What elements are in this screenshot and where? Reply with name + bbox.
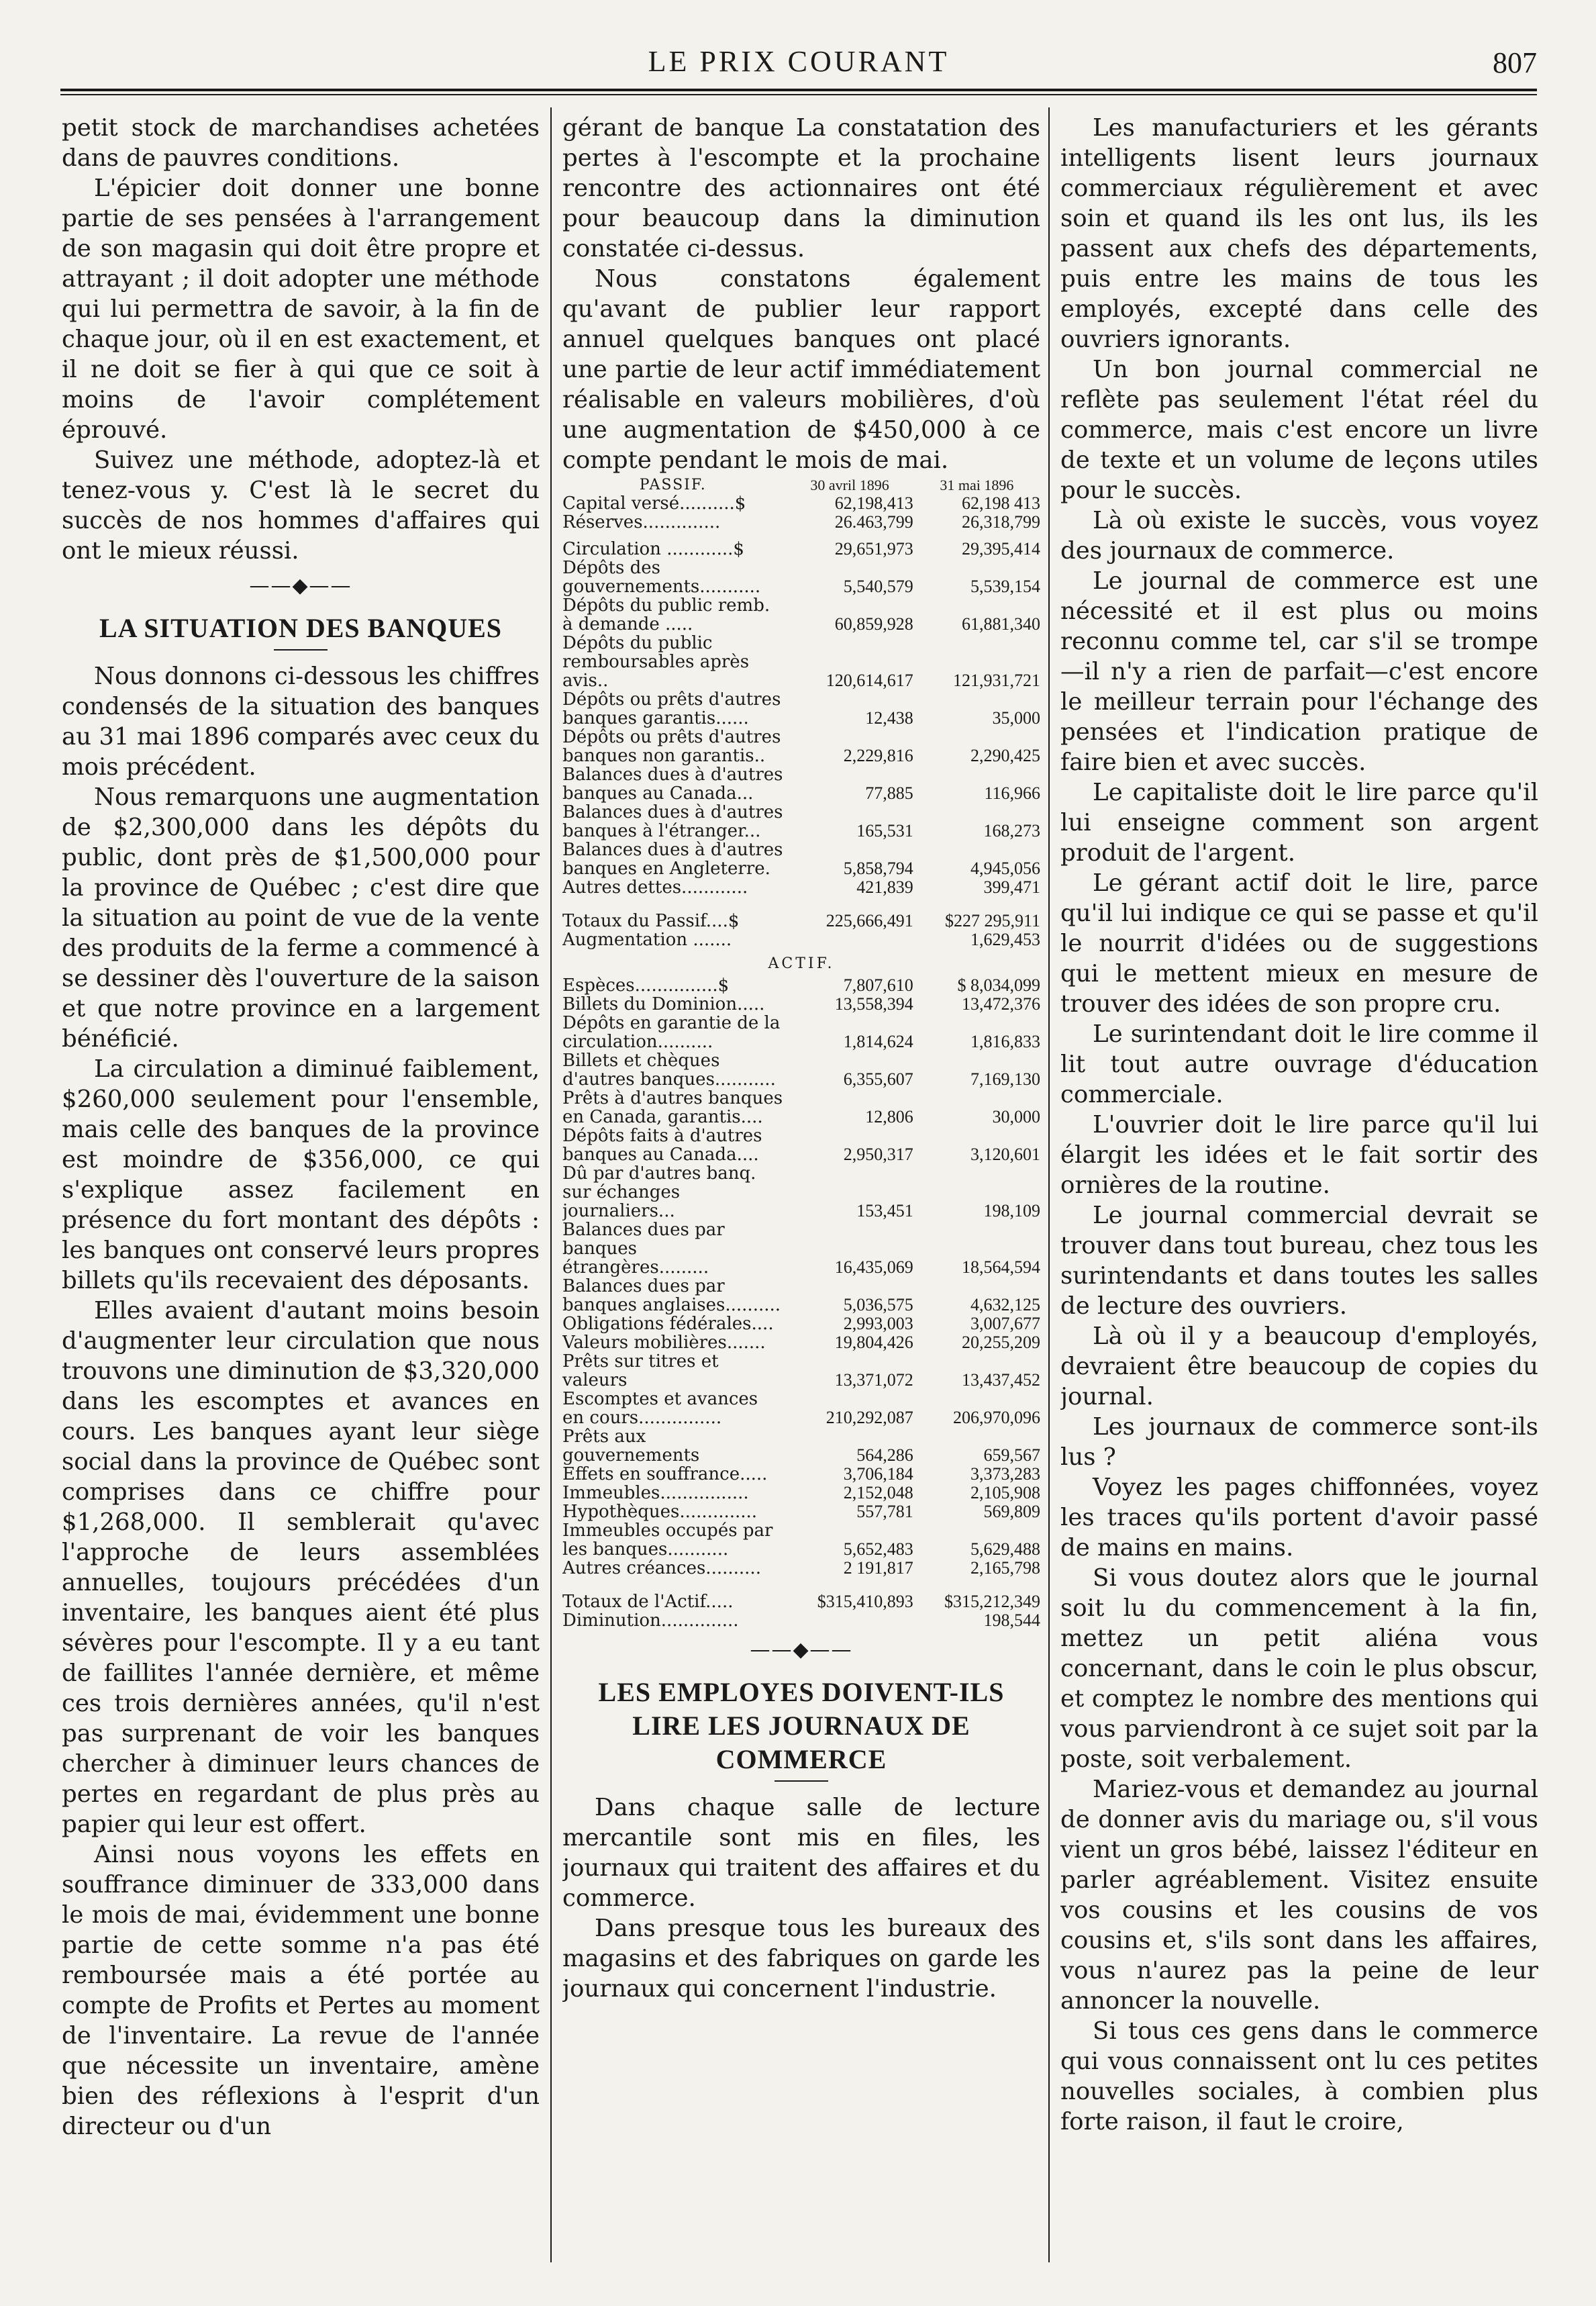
table-row [562, 494, 1040, 513]
page-number: 807 [1493, 46, 1537, 79]
paragraph: Le journal de commerce est une nécessité et il est plus ou moins reconnu comme tel, car s'il se trompe—il n'y a rien de parfait—c'est encore le meilleur terrain pour l'échange des pensées et l'indication pratique de faire bien et avec succès. [1060, 567, 1538, 776]
actif-total-row-label: Totaux de l'Actif..... [562, 1592, 734, 1612]
col-a-heading: 30 avril 1896 [810, 477, 889, 493]
table-row [562, 1277, 1040, 1314]
table-row-value-a: 2,993,003 [843, 1314, 913, 1333]
passif-total-row-value-b: $227 295,911 [944, 911, 1040, 930]
paragraph: Elles avaient d'autant moins besoin d'augmenter leur circulation que nous trouvons une diminution de $3,320,000 dans les escomptes et avances en cours. Les banques ayant leur siège social dans la province de Québec sont comprises dans ce chiffre pour $1,268,000. Il semblerait qu'avec l'approche de leurs assemblées annuelles, toujours précédées d'un inventaire, les banques aient été plus sévères pour l'escompte. Il y a eu tant de faillites l'année dernière, et même ces trois dernières années, qu'il n'est pas surprenant de voir les banques chercher à diminuer leurs chances de pertes en regardant de plus près au papier qui leur est offert. [62, 1297, 540, 1838]
table-row-label: Dépôts en garantie de la circulation.......... [562, 1013, 781, 1052]
paragraph: Le surintendant doit le lire comme il lit tout autre ouvrage d'éducation commerciale. [1060, 1020, 1538, 1108]
passif-change-row-label: Augmentation ....... [562, 930, 732, 950]
table-row-value-b: 2,105,908 [970, 1483, 1040, 1502]
table-row-value-b: 20,255,209 [962, 1333, 1040, 1352]
paragraph: Les journaux de commerce sont-ils lus ? [1060, 1413, 1538, 1471]
table-row-value-a: 60,859,928 [834, 614, 913, 634]
table-row-value-a: 2,950,317 [843, 1145, 913, 1164]
table-row [562, 878, 1040, 897]
paragraph: Les manufacturiers et les gérants intelligents lisent leurs journaux commerciaux régulièrement et avec soin et quand ils les ont lus, ils les passent aux chefs des départements, puis entre les mains de tous les employés, excepté dans celle des ouvriers ignorants. [1060, 114, 1538, 353]
table-row [562, 1484, 1040, 1502]
table-row-label: Prêts aux gouvernements [562, 1427, 700, 1466]
table-row-label: Billets et chèques d'autres banques........... [562, 1051, 776, 1090]
table-row-value-b: 13,437,452 [962, 1370, 1040, 1390]
paragraph: Le gérant actif doit le lire, parce qu'il lui indique ce qui se passe et qu'il le nourrit d'idées ou de suggestions qui le mettent mieux en mesure de trouver des idées de son propre cru. [1060, 869, 1538, 1018]
table-row-label: Balances dues à d'autres banques au Canada... [562, 765, 783, 804]
paragraph: gérant de banque La constatation des pertes à l'escompte et la prochaine rencontre des actionnaires ont été pour beaucoup dans la diminution constatée ci-dessus. [562, 114, 1040, 262]
table-spacer [562, 897, 1040, 905]
table-row-value-a: 557,781 [856, 1502, 913, 1521]
table-row-value-b: 3,120,601 [970, 1145, 1040, 1164]
table-row-value-b: 5,629,488 [970, 1539, 1040, 1559]
table-row [562, 728, 1040, 765]
table-row-value-a: 19,804,426 [834, 1333, 913, 1352]
table-row-value-a: 2 191,817 [843, 1558, 913, 1578]
table-row-label: Dépôts faits à d'autres banques au Canada.... [562, 1126, 762, 1165]
table-row-label: Dépôts ou prêts d'autres banques garantis...... [562, 689, 781, 728]
table-row [562, 634, 1040, 690]
table-row [562, 513, 1040, 532]
table-row-label: Espèces...............$ [562, 975, 730, 996]
paragraph: Un bon journal commercial ne reflète pas seulement l'état réel du commerce, mais c'est encore un livre de texte et un volume de leçons utiles pour le succès. [1060, 356, 1538, 504]
table-row-value-b: 4,945,056 [970, 859, 1040, 878]
table-row-value-a: 5,036,575 [843, 1295, 913, 1314]
table-row-value-a: 12,438 [865, 708, 913, 728]
table-row-label: Réserves.............. [562, 512, 721, 532]
table-row-value-a: 16,435,069 [834, 1257, 913, 1277]
table-row-value-b: 3,373,283 [970, 1464, 1040, 1484]
page-header [60, 39, 1537, 86]
table-row-value-b: 18,564,594 [962, 1257, 1040, 1277]
paragraph: Si vous doutez alors que le journal soit lu du commencement à la fin, mettez un petit aliéna vous concernant, dans le coin le plus obscur, et comptez le nombre des mentions qui vous parviendront à ce sujet soit par la poste, soit verbalement. [1060, 1564, 1538, 1773]
column-2 [562, 113, 1040, 2288]
table-row-label: Billets du Dominion..... [562, 994, 765, 1014]
paragraph: Mariez-vous et demandez au journal de donner avis du mariage ou, s'il vous vient un gros bébé, laissez l'éditeur en parler agréablement. Visitez ensuite vos cousins et les cousins de vos cousins et, s'ils sont dans les affaires, vous n'aurez pas la peine de leur annoncer la nouvelle. [1060, 1776, 1538, 2015]
table-row-value-a: 210,292,087 [826, 1408, 913, 1427]
paragraph: Là où existe le succès, vous voyez des journaux de commerce. [1060, 507, 1538, 565]
table-row-value-b: 62,198 413 [962, 493, 1040, 513]
table-row-value-a: 12,806 [865, 1107, 913, 1126]
table-row [562, 1314, 1040, 1333]
table-row-value-a: 153,451 [856, 1201, 913, 1220]
header-rule [60, 89, 1537, 91]
table-row [562, 540, 1040, 559]
passif-change-row [562, 930, 1040, 949]
section-separator: ——◆—— [750, 1638, 853, 1662]
passif-total-row [562, 905, 1040, 930]
table-row-label: Escomptes et avances en cours............... [562, 1389, 758, 1428]
table-row-value-b: 206,970,096 [953, 1408, 1040, 1427]
table-row-value-a: 2,152,048 [843, 1483, 913, 1502]
article-headline: LES EMPLOYES DOIVENT-ILS LIRE LES JOURNAUX DE COMMERCE [598, 1677, 1005, 1774]
paragraph: petit stock de marchandises achetées dans de pauvres conditions. [62, 114, 540, 172]
paragraph: Si tous ces gens dans le commerce qui vous connaissent ont lu ces petites nouvelles sociales, à combien plus forte raison, il faut le croire, [1060, 2017, 1538, 2135]
table-spacer [562, 1578, 1040, 1586]
table-row-value-b: 26,318,799 [962, 512, 1040, 532]
actif-heading: ACTIF. [768, 955, 835, 972]
actif-change-row-value-b: 198,544 [983, 1611, 1040, 1630]
passif-change-row-value-a [786, 930, 913, 949]
table-row [562, 596, 1040, 634]
table-row-label: Hypothèques.............. [562, 1502, 758, 1522]
paragraph: Le capitaliste doit le lire parce qu'il lui enseigne comment son argent produit de l'argent. [1060, 779, 1538, 867]
table-row-value-b: $ 8,034,099 [957, 975, 1040, 995]
actif-heading-row [562, 949, 1040, 976]
table-row-value-a: 5,540,579 [843, 577, 913, 596]
paragraph: Nous remarquons une augmentation de $2,300,000 dans les dépôts du public, dont près de $1,500,000 pour la province de Québec ; c'est dire que la situation au point de vue de la vente des produits de la ferme a commencé à se dessiner dès l'ouverture de la saison et que notre province en a largement bénéficié. [62, 783, 540, 1053]
table-row-value-a: 564,286 [856, 1445, 913, 1465]
table-row-label: Balances dues à d'autres banques à l'étranger... [562, 802, 783, 841]
table-row-label: Capital versé..........$ [562, 493, 746, 514]
column-divider-1 [550, 107, 552, 2262]
table-row-label: Dépôts du public remboursables après avis.. [562, 633, 750, 691]
table-row-value-b: 35,000 [992, 708, 1040, 728]
table-row-value-a: 77,885 [865, 783, 913, 803]
table-row-value-b: 121,931,721 [953, 671, 1040, 690]
actif-change-row [562, 1611, 1040, 1630]
bank-statement-table [562, 477, 1040, 1630]
actif-change-row-label: Diminution.............. [562, 1611, 739, 1631]
table-row [562, 976, 1040, 995]
table-row-value-a: 1,814,624 [843, 1032, 913, 1051]
table-row [562, 1502, 1040, 1521]
table-row-label: Immeubles................ [562, 1483, 749, 1503]
table-row-label: Balances dues par banques anglaises.......... [562, 1276, 781, 1315]
table-row-label: Autres dettes............ [562, 877, 748, 898]
table-row-value-a: 13,371,072 [834, 1370, 913, 1390]
actif-total-row-value-a: $315,410,893 [817, 1592, 913, 1611]
table-row-value-b: 4,632,125 [970, 1295, 1040, 1314]
paragraph: Nous donnons ci-dessous les chiffres condensés de la situation des banques au 31 mai 1896 comparés avec ceux du mois précédent. [62, 663, 540, 781]
table-row-value-b: 2,290,425 [970, 746, 1040, 765]
table-row-value-a: 5,858,794 [843, 859, 913, 878]
actif-total-row [562, 1586, 1040, 1611]
paragraph: L'épicier doit donner une bonne partie de ses pensées à l'arrangement de son magasin qui doit être propre et attrayant ; il doit adopter une méthode qui lui permettra de savoir, à la fin de chaque jour, où il en est exactement, et il ne doit se fier à qui que ce soit à moins de l'avoir complétement éprouvé. [62, 175, 540, 444]
table-row-value-b: 3,007,677 [970, 1314, 1040, 1333]
table-row-value-b: 61,881,340 [962, 614, 1040, 634]
table-row-value-a: 3,706,184 [843, 1464, 913, 1484]
table-row-label: Balances dues par banques étrangères......... [562, 1220, 725, 1278]
table-row [562, 1014, 1040, 1051]
table-row-label: Circulation ............$ [562, 539, 744, 559]
table-row-value-a: 165,531 [856, 821, 913, 840]
table-row-value-b: 569,809 [983, 1502, 1040, 1521]
table-row-value-a: 5,652,483 [843, 1539, 913, 1559]
column-3 [1060, 113, 1538, 2288]
headline-rule [274, 649, 328, 651]
table-row-value-a: 6,355,607 [843, 1069, 913, 1089]
table-row-value-a: 120,614,617 [826, 671, 913, 690]
table-row-label: Dépôts des gouvernements........... [562, 558, 761, 597]
column-divider-2 [1048, 107, 1050, 2262]
paragraph: La circulation a diminué faiblement, $260,000 seulement pour l'ensemble, mais celle des banques de la province est moindre de $356,000, ce qui s'explique assez facilement en présence du fort montant des dépôts : les banques ont conservé leurs propres billets qu'ils recevaient des déposants. [62, 1055, 540, 1294]
table-row-label: Prêts à d'autres banques en Canada, garantis.... [562, 1088, 783, 1127]
table-row-value-a: 29,651,973 [834, 539, 913, 559]
table-row [562, 840, 1040, 878]
table-row [562, 1126, 1040, 1164]
paragraph: Dans chaque salle de lecture mercantile sont mis en files, les journaux qui traitent des affaires et du commerce. [562, 1794, 1040, 1912]
table-row-value-b: 116,966 [984, 783, 1040, 803]
passif-total-row-label: Totaux du Passif....$ [562, 911, 740, 931]
table-row [562, 690, 1040, 728]
table-row-value-a: 13,558,394 [834, 994, 913, 1014]
table-row [562, 1051, 1040, 1089]
table-row-label: Autres créances.......... [562, 1558, 761, 1578]
table-row-label: Dépôts ou prêts d'autres banques non garantis.. [562, 727, 781, 766]
table-row-value-b: 1,816,833 [970, 1032, 1040, 1051]
actif-total-row-value-b: $315,212,349 [944, 1592, 1040, 1611]
table-row-value-b: 2,165,798 [970, 1558, 1040, 1578]
table-row [562, 1559, 1040, 1578]
column-1 [62, 113, 540, 2288]
table-row-label: Valeurs mobilières....... [562, 1333, 766, 1353]
passif-total-row-value-a: 225,666,491 [826, 911, 913, 930]
table-row-value-b: 168,273 [983, 821, 1040, 840]
table-row [562, 1220, 1040, 1277]
table-row-value-a: 62,198,413 [834, 493, 913, 513]
paragraph: Nous constatons également qu'avant de publier leur rapport annuel quelques banques ont placé une partie de leur actif immédiatement réalisable en valeurs mobilières, d'où une augmentation de $450,000 à ce compte pendant le mois de mai. [562, 265, 1040, 474]
table-row-value-b: 30,000 [992, 1107, 1040, 1126]
table-row [562, 1333, 1040, 1352]
table-row [562, 1164, 1040, 1220]
table-row-value-b: 5,539,154 [970, 577, 1040, 596]
col-b-heading: 31 mai 1896 [940, 477, 1014, 493]
table-row-value-b: 13,472,376 [962, 994, 1040, 1014]
passif-heading: PASSIF. [639, 477, 707, 493]
passif-change-row-value-b: 1,629,453 [970, 930, 1040, 949]
table-row-label: Immeubles occupés par les banques........... [562, 1521, 773, 1559]
table-row-value-b: 7,169,130 [970, 1069, 1040, 1089]
table-row [562, 1521, 1040, 1559]
table-row [562, 765, 1040, 803]
table-row [562, 995, 1040, 1014]
paragraph: Voyez les pages chiffonnées, voyez les traces qu'ils portent d'avoir passé de mains en mains. [1060, 1474, 1538, 1562]
table-row [562, 803, 1040, 840]
table-row-label: Dû par d'autres banq. sur échanges journaliers... [562, 1163, 756, 1221]
paragraph: Là où il y a beaucoup d'employés, devraient être beaucoup de copies du journal. [1060, 1323, 1538, 1410]
paragraph: Ainsi nous voyons les effets en souffrance diminuer de 333,000 dans le mois de mai, évidemment une bonne partie de cette somme n'a pas été remboursée mais a été portée au compte de Profits et Pertes au moment de l'inventaire. La revue de l'année que nécessite un inventaire, amène bien des réflexions à l'esprit d'un directeur ou d'un [62, 1841, 540, 2140]
table-row [562, 1427, 1040, 1465]
table-row-value-a: 421,839 [856, 877, 913, 897]
table-row [562, 1465, 1040, 1484]
table-row [562, 559, 1040, 596]
article-headline: LA SITUATION DES BANQUES [99, 613, 503, 643]
table-row-value-b: 29,395,414 [962, 539, 1040, 559]
publication-title: LE PRIX COURANT [648, 45, 950, 78]
table-row-label: Effets en souffrance..... [562, 1464, 768, 1484]
table-row [562, 1352, 1040, 1390]
table-row-value-a: 2,229,816 [843, 746, 913, 765]
paragraph: Le journal commercial devrait se trouver dans tout bureau, chez tous les surintendants et dans toutes les salles de lecture des ouvriers. [1060, 1202, 1538, 1320]
table-row [562, 1390, 1040, 1427]
table-row-value-b: 659,567 [983, 1445, 1040, 1465]
table-row-value-a: 26.463,799 [834, 512, 913, 532]
table-row-value-b: 198,109 [983, 1201, 1040, 1220]
table-header-row [562, 477, 1040, 494]
header-rule-thin [60, 94, 1537, 95]
table-row-label: Balances dues à d'autres banques en Angleterre. [562, 840, 783, 879]
table-row-value-b: 399,471 [983, 877, 1040, 897]
actif-change-row-value-a [786, 1611, 913, 1630]
paragraph: L'ouvrier doit le lire parce qu'il lui élargit les idées et le fait sortir des ornières de la routine. [1060, 1111, 1538, 1199]
headline-rule [775, 1780, 828, 1782]
table-row-label: Dépôts du public remb. à demande ..... [562, 595, 770, 634]
paragraph: Dans presque tous les bureaux des magasins et des fabriques on garde les journaux qui concernent l'industrie. [562, 1915, 1040, 2003]
table-row [562, 1089, 1040, 1126]
section-separator: ——◆—— [249, 574, 352, 597]
table-row-label: Prêts sur titres et valeurs [562, 1351, 719, 1390]
paragraph: Suivez une méthode, adoptez-là et tenez-vous y. C'est là le secret du succès de nos hommes d'affaires qui ont le mieux réussi. [62, 446, 540, 565]
table-row-label: Obligations fédérales.... [562, 1314, 774, 1334]
table-row-value-a: 7,807,610 [843, 975, 913, 995]
